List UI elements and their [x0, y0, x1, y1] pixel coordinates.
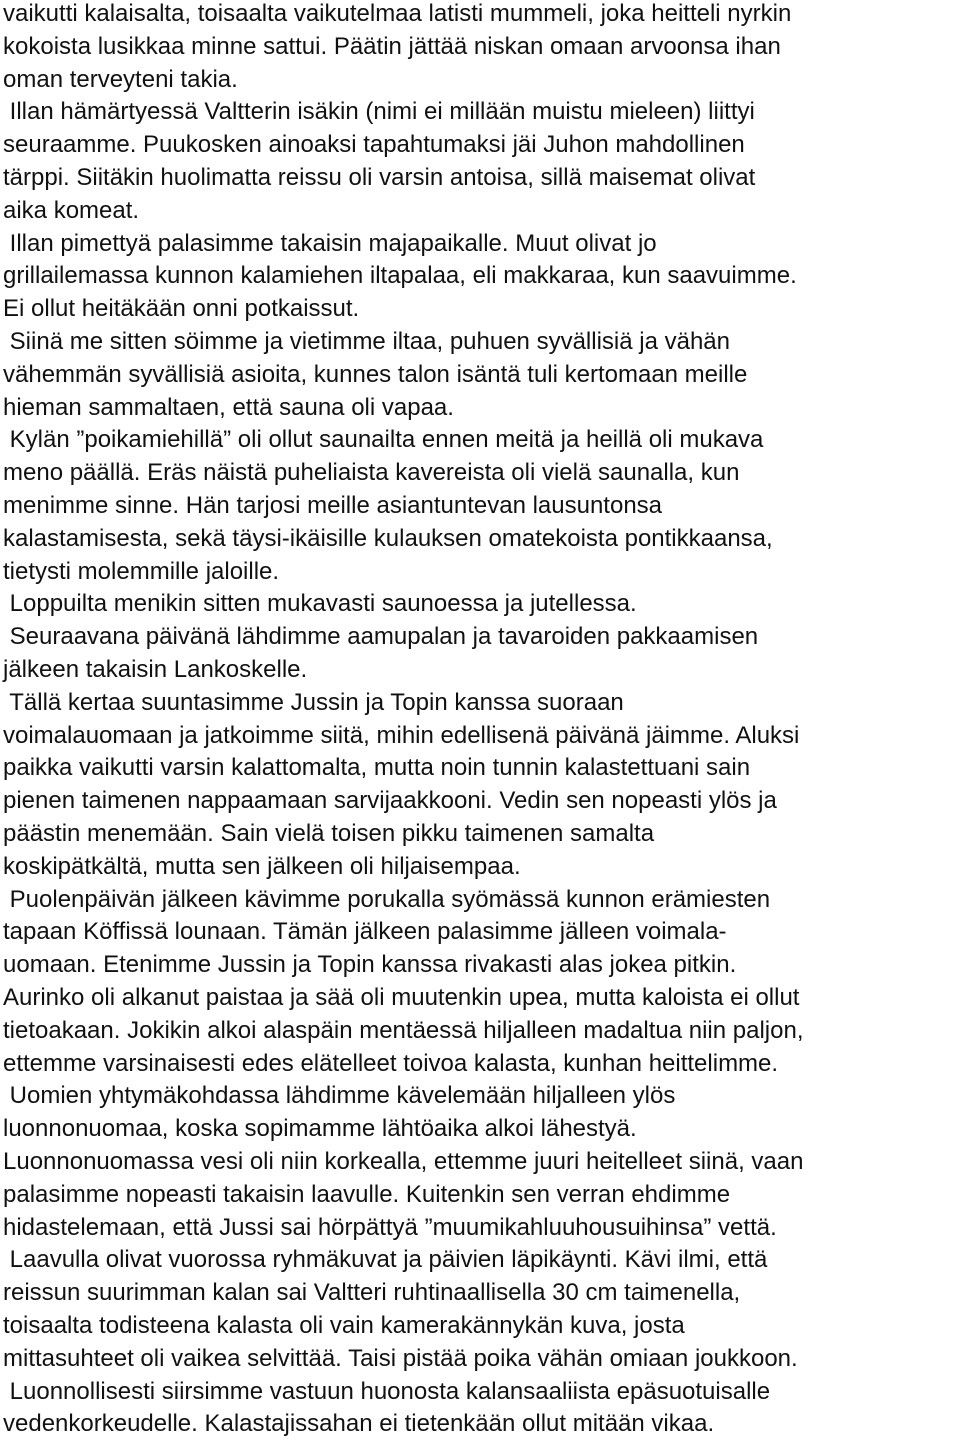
text-line: meno päällä. Eräs näistä puheliaista kavereista oli vielä saunalla, kun: [3, 459, 740, 487]
text-line: aika komeat.: [3, 196, 140, 224]
text-line: Illan pimettyä palasimme takaisin majapaikalle. Muut olivat jo: [3, 229, 657, 257]
text-line: hieman sammaltaen, että sauna oli vapaa.: [3, 393, 454, 421]
text-line: palasimme nopeasti takaisin laavulle. Kuitenkin sen verran ehdimme: [3, 1180, 731, 1208]
text-line: tietysti molemmille jaloille.: [3, 557, 280, 585]
text-line: Laavulla olivat vuorossa ryhmäkuvat ja päivien läpikäynti. Kävi ilmi, että: [3, 1246, 768, 1274]
text-line: menimme sinne. Hän tarjosi meille asiantuntevan lausuntonsa: [3, 492, 663, 519]
text-line: hidastelemaan, että Jussi sai hörpättyä ”muumikahluuhousuihinsa” vettä.: [3, 1213, 777, 1241]
text-line: Loppuilta menikin sitten mukavasti saunoessa ja jutellessa.: [3, 590, 637, 618]
text-line: Ei ollut heitäkään onni potkaissut.: [3, 295, 360, 323]
text-line: uomaan. Etenimme Jussin ja Topin kanssa rivakasti alas jokea pitkin.: [3, 951, 737, 979]
text-line: reissun suurimman kalan sai Valtteri ruhtinaallisella 30 cm taimenella,: [3, 1279, 741, 1307]
text-line: Kylän ”poikamiehillä” oli ollut saunailta ennen meitä ja heillä oli mukava: [3, 426, 764, 454]
text-line: tärppi. Siitäkin huolimatta reissu oli varsin antoisa, sillä maisemat olivat: [3, 164, 756, 191]
text-line: grillailemassa kunnon kalamiehen iltapalaa, eli makkaraa, kun saavuimme.: [3, 262, 797, 290]
text-line: Aurinko oli alkanut paistaa ja sää oli muutenkin upea, mutta kaloista ei ollut: [3, 984, 800, 1011]
text-line: voimalauomaan ja jatkoimme siitä, mihin edellisenä päivänä jäimme. Aluksi: [3, 721, 800, 749]
text-line: Illan hämärtyessä Valtterin isäkin (nimi ei millään muistu mieleen) liittyi: [3, 98, 755, 126]
text-line: jälkeen takaisin Lankoskelle.: [3, 656, 308, 683]
text-line: vedenkorkeudelle. Kalastajissahan ei tietenkään ollut mitään vikaa.: [3, 1410, 715, 1438]
text-line: kokoista lusikkaa minne sattui. Päätin jättää niskan omaan arvoonsa ihan: [3, 32, 781, 60]
text-line: koskipätkältä, mutta sen jälkeen oli hiljaisempaa.: [3, 852, 521, 880]
text-line: Seuraavana päivänä lähdimme aamupalan ja tavaroiden pakkaamisen: [3, 623, 759, 651]
text-line: toisaalta todisteena kalasta oli vain kamerakännykän kuva, josta: [3, 1312, 685, 1339]
text-line: Puolenpäivän jälkeen kävimme porukalla syömässä kunnon erämiesten: [3, 885, 771, 913]
text-line: luonnonuomaa, koska sopimamme lähtöaika alkoi lähestyä.: [3, 1115, 637, 1143]
text-line: Luonnonuomassa vesi oli niin korkealla, ettemme juuri heitelleet siinä, vaan: [3, 1148, 804, 1175]
text-line: tietoakaan. Jokikin alkoi alaspäin mentäessä hiljalleen madaltua niin paljon,: [3, 1016, 804, 1044]
text-line: Tällä kertaa suuntasimme Jussin ja Topin kanssa suoraan: [3, 688, 624, 716]
text-line: kalastamisesta, sekä täysi-ikäisille kulauksen omatekoista pontikkaansa,: [3, 524, 773, 552]
text-line: oman terveyteni takia.: [3, 65, 238, 93]
text-line: paikka vaikutti varsin kalattomalta, mutta noin tunnin kalastettuani sain: [3, 754, 751, 782]
text-line: vaikutti kalaisalta, toisaalta vaikutelmaa latisti mummeli, joka heitteli nyrkin: [3, 0, 792, 27]
text-line: Luonnollisesti siirsimme vastuun huonosta kalansaaliista epäsuotuisalle: [3, 1377, 771, 1405]
text-line: ettemme varsinaisesti edes elätelleet toivoa kalasta, kunhan heittelimme.: [3, 1049, 779, 1077]
text-line: mittasuhteet oli vaikea selvittää. Taisi pistää poika vähän omiaan joukkoon.: [3, 1344, 798, 1372]
text-line: Uomien yhtymäkohdassa lähdimme kävelemään hiljalleen ylös: [3, 1082, 676, 1110]
text-line: seuraamme. Puukosken ainoaksi tapahtumaksi jäi Juhon mahdollinen: [3, 131, 745, 159]
text-line: pienen taimenen nappaamaan sarvijaakkooni. Vedin sen nopeasti ylös ja: [3, 787, 777, 815]
text-line: tapaan Köffissä lounaan. Tämän jälkeen palasimme jälleen voimala-: [3, 918, 727, 946]
text-line: päästin menemään. Sain vielä toisen pikku taimenen samalta: [3, 820, 655, 847]
text-line: vähemmän syvällisiä asioita, kunnes talon isäntä tuli kertomaan meille: [3, 360, 748, 388]
text-line: Siinä me sitten söimme ja vietimme iltaa, puhuen syvällisiä ja vähän: [3, 328, 730, 355]
